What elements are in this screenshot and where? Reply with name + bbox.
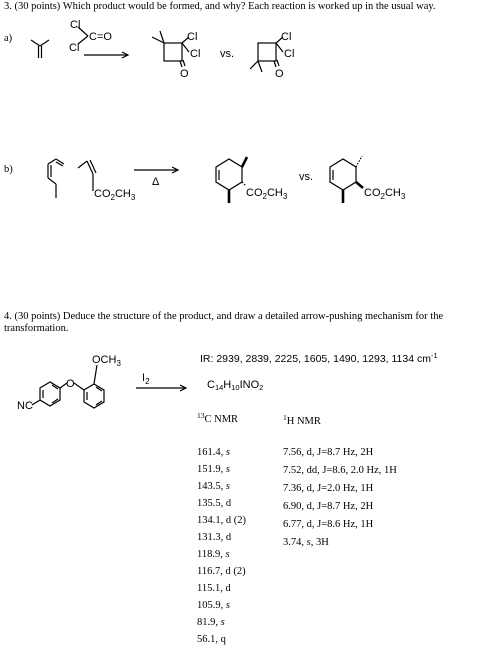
c13-peak: 115.1, d — [197, 583, 231, 594]
methoxy-label: $OCH_3$ — [92, 354, 121, 368]
ir-data: IR: 2939, 2839, 2225, 1605, 1490, 1293, 1134 $cm^{-1}$ — [200, 351, 438, 365]
c13-peak: 105.9, s — [197, 600, 230, 611]
heat-symbol: Δ — [152, 176, 160, 188]
cyclobutanone-product-1 — [152, 31, 189, 67]
q3b-label: b) — [4, 164, 13, 175]
c13-peak: 118.9, s — [197, 549, 230, 560]
reagent-cl-bottom: Cl — [69, 42, 80, 54]
product1-oxygen: O — [180, 68, 189, 80]
c13-peak: 143.5, s — [197, 481, 230, 492]
q4-prompt-line2: transformation. — [4, 323, 69, 334]
reactant-ester-group: $CO_2CH_3$ — [94, 188, 136, 202]
product2-cl-a: Cl — [281, 31, 292, 43]
reagent-cl-top: Cl — [70, 19, 81, 31]
reaction-arrow-3b — [134, 167, 178, 173]
reaction-arrow-3a — [84, 52, 128, 58]
c13-peak: 116.7, d (2) — [197, 566, 246, 577]
h1-peak: 3.74, s, 3H — [283, 537, 329, 548]
cyclohexene-product-2 — [330, 156, 363, 203]
q3b-vs: vs. — [299, 171, 314, 183]
q3-prompt: 3. (30 points) Which product would be formed, and why? Each reaction is worked up in the usual way. — [4, 1, 436, 12]
product2-oxygen: O — [275, 68, 284, 80]
methyl-crotonate-structure — [78, 160, 96, 191]
nitrile-label: NC — [17, 400, 33, 412]
c13-peak: 135.5, d — [197, 498, 232, 509]
c13-peak: 134.1, d (2) — [197, 515, 246, 526]
reagent-ketene: C=O — [89, 31, 112, 43]
product2-cl-b: Cl — [284, 48, 295, 60]
c13-peak: 131.3, d — [197, 532, 232, 543]
iodine-reagent: $I_2$ — [142, 372, 150, 386]
c13-peak-list — [197, 447, 246, 651]
ether-oxygen-label: O — [66, 378, 75, 390]
c13-peak: 56.1, q — [197, 634, 226, 645]
cyclohexene-product-1 — [216, 157, 247, 203]
product1-ester-group: $CO_2CH_3$ — [246, 187, 288, 201]
h1-nmr-header: $^1$H NMR — [283, 413, 321, 427]
pentadiene-structure — [48, 159, 64, 198]
h1-peak: 6.90, d, J=8.7 Hz, 2H — [283, 501, 374, 512]
h1-peak: 6.77, d, J=8.6 Hz, 1H — [283, 519, 374, 530]
c13-nmr-header: $^{13}$C NMR — [197, 411, 239, 425]
isobutylene-structure — [31, 40, 49, 58]
q3a-label: a) — [4, 33, 13, 44]
product2-ester-group: $CO_2CH_3$ — [364, 187, 406, 201]
cyclobutanone-product-2 — [250, 37, 283, 72]
c13-peak: 81.9, s — [197, 617, 225, 628]
h1-peak: 7.36, d, J=2.0 Hz, 1H — [283, 483, 374, 494]
q4-prompt-line1: 4. (30 points) Deduce the structure of the product, and draw a detailed arrow-pushing mechanism for the — [4, 311, 444, 322]
h1-peak-list — [283, 447, 397, 555]
h1-peak: 7.52, dd, J=8.6, 2.0 Hz, 1H — [283, 465, 397, 476]
c13-peak: 161.4, s — [197, 447, 230, 458]
q3a-vs: vs. — [220, 48, 235, 60]
product1-cl-b: Cl — [190, 48, 201, 60]
molecular-formula: $C_{14}H_{10}INO_2$ — [207, 379, 264, 392]
h1-peak: 7.56, d, J=8.7 Hz, 2H — [283, 447, 374, 458]
reaction-arrow-q4 — [136, 385, 186, 391]
c13-peak: 151.9, s — [197, 464, 230, 475]
product1-cl-a: Cl — [187, 31, 198, 43]
